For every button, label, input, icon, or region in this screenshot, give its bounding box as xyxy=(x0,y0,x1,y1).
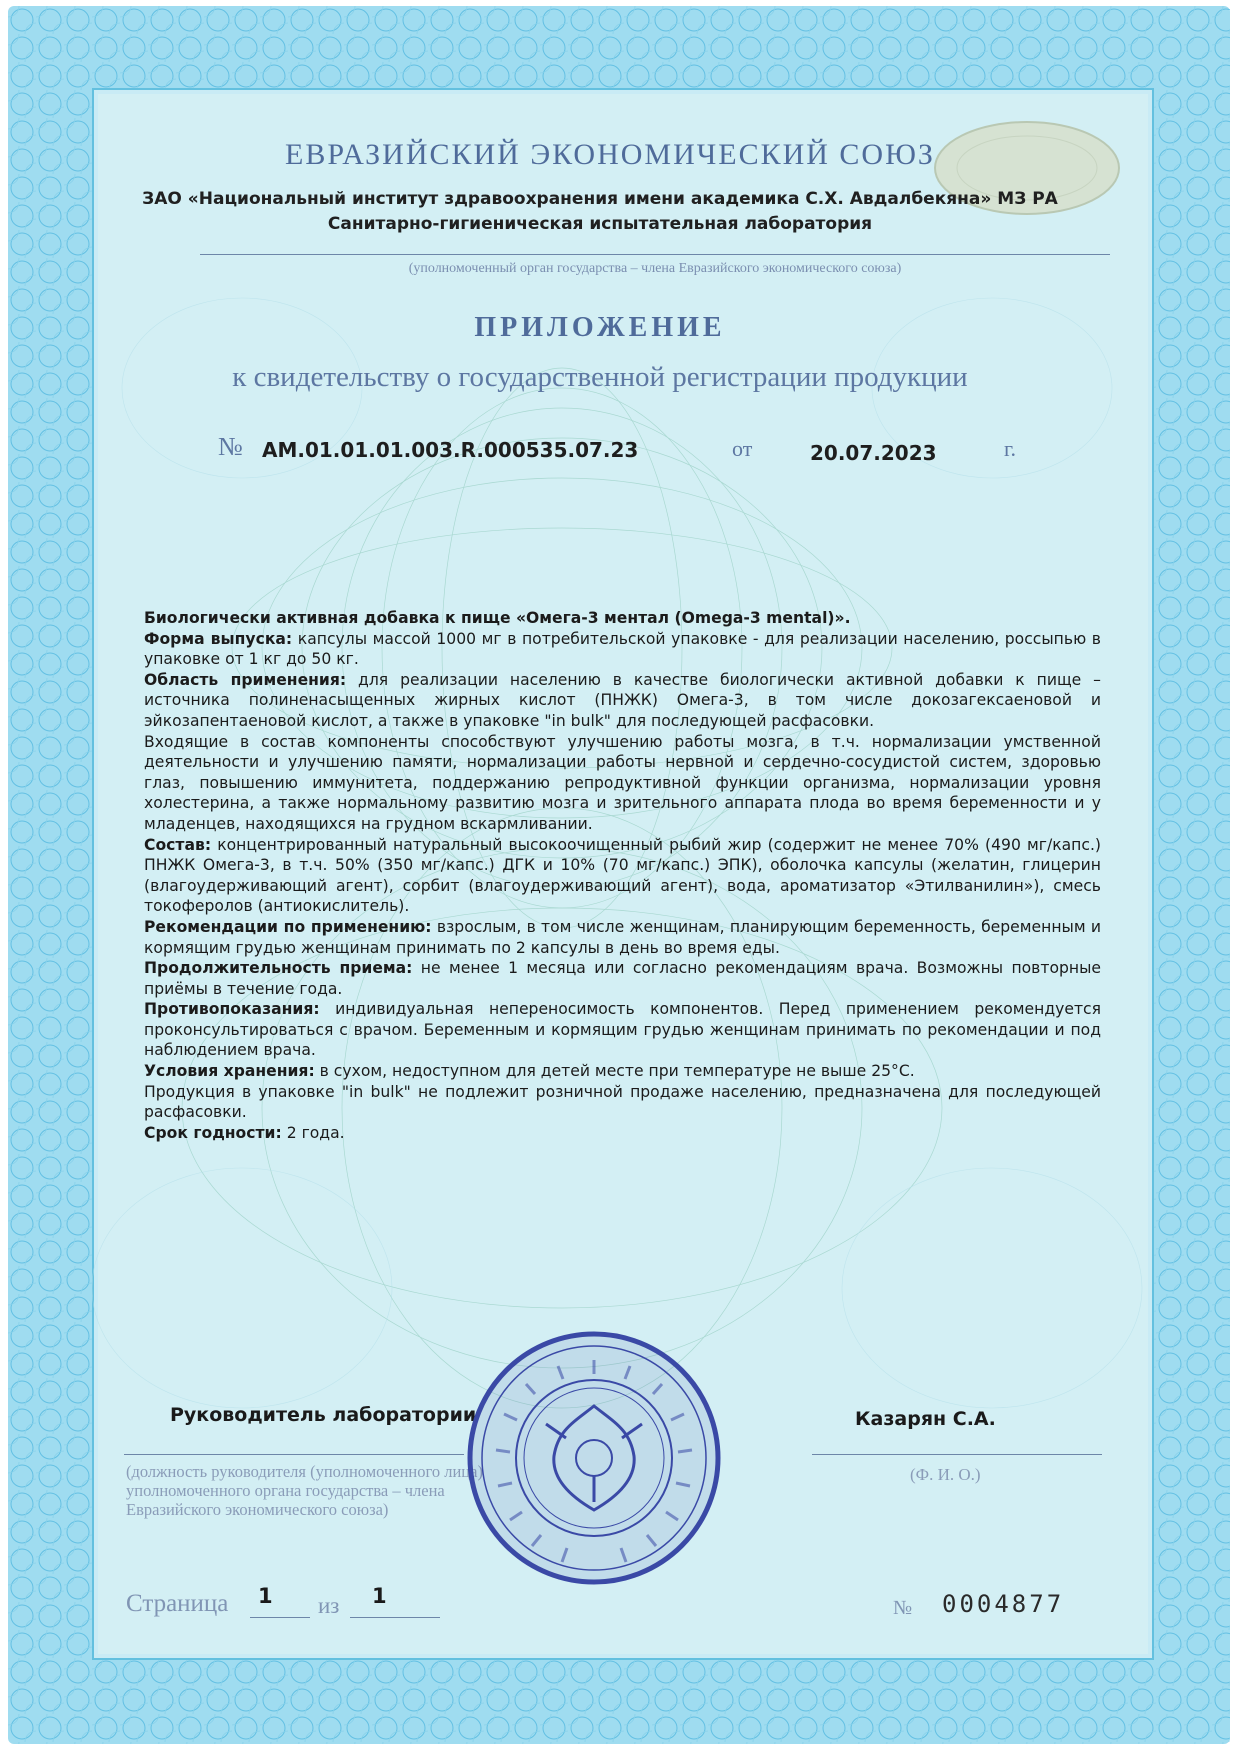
scope-text: для реализации населению в качестве биологически активной добавки к пище – источника полиненасыщенных жирных кислот (ПНЖК) Омега-3, в том числе докозагексаеновой и эйкозапентаеновой кислот, а также в упаковке "in bulk" для последующей расфасовки. xyxy=(144,670,1101,730)
duration-label: Продолжительность приема: xyxy=(144,959,413,978)
year-suffix: г. xyxy=(1004,436,1017,461)
shelf-life-label: Срок годности: xyxy=(144,1123,282,1142)
page-number: 1 xyxy=(258,1584,273,1608)
page-label: Страница xyxy=(126,1590,229,1617)
effects-paragraph xyxy=(144,732,1101,835)
laboratory-name: Санитарно-гигиеническая испытательная лаборатория xyxy=(327,214,873,234)
name-line xyxy=(812,1454,1102,1455)
shelf-life-paragraph xyxy=(144,1123,1101,1144)
registration-number: AM.01.01.01.003.R.000535.07.23 xyxy=(262,438,639,462)
storage-text: в сухом, недоступном для детей месте при температуре не выше 25°C. xyxy=(319,1062,915,1081)
page-number-line xyxy=(250,1617,310,1618)
authorized-organ-note: (уполномоченный орган государства – члена Евразийского экономического союза) xyxy=(408,261,902,276)
composition-text: концентрированный натуральный высокоочищенный рыбий жир (содержит не менее 70% (490 мг/капс.) ПНЖК Омега-3, в т.ч. 50% (350 мг/капс.) ДГК и 10% (70 мг/капс.) ЭПК), оболочка капсулы (желатин, глицерин (влагоудерживающий агент), сорбит (влагоудерживающий агент), вода, ароматизатор «Этилванилин»), смесь токоферолов (антиокислитель). xyxy=(144,835,1101,916)
registration-date: 20.07.2023 xyxy=(810,441,937,465)
bulk-text: Продукция в упаковке "in bulk" не подлежит розничной продаже населению, предназначена для последующей расфасовки. xyxy=(144,1082,1101,1122)
page-total-line xyxy=(350,1617,440,1618)
header-divider xyxy=(200,254,1110,255)
recommendations-label: Рекомендации по применению: xyxy=(144,917,432,936)
page-of-label: из xyxy=(318,1593,340,1618)
product-name: Биологически активная добавка к пище «Омега-3 ментал (Omega-3 mental)». xyxy=(144,609,851,627)
storage-paragraph xyxy=(144,1061,1101,1082)
serial-number-sign: № xyxy=(893,1597,913,1619)
position-line xyxy=(124,1454,464,1455)
shelf-life-text: 2 года. xyxy=(286,1123,345,1142)
bulk-paragraph xyxy=(144,1082,1101,1123)
form-paragraph xyxy=(144,629,1101,670)
page-total: 1 xyxy=(372,1584,387,1608)
contraindications-label: Противопоказания: xyxy=(144,1000,320,1019)
recommendations-paragraph xyxy=(144,917,1101,958)
official-seal-stamp xyxy=(462,1326,726,1590)
position-caption: (должность руководителя (уполномоченного лица) уполномоченного органа государства – члена Евразийского экономического союза) xyxy=(126,1462,483,1519)
form-label: Форма выпуска: xyxy=(144,629,293,648)
name-caption: (Ф. И. О.) xyxy=(910,1465,981,1484)
number-sign: № xyxy=(218,432,243,461)
annex-subtitle: к свидетельству о государственной регистрации продукции xyxy=(232,361,968,393)
product-description xyxy=(144,608,1101,1143)
date-prefix: от xyxy=(732,436,753,461)
form-text: капсулы массой 1000 мг в потребительской упаковке - для реализации населению, россыпью в упаковке от 1 кг до 50 кг. xyxy=(144,629,1101,669)
composition-paragraph xyxy=(144,835,1101,917)
duration-text: не менее 1 месяца или согласно рекомендациям врача. Возможны повторные приёмы в течение года. xyxy=(144,959,1101,998)
recommendations-text: взрослым, в том числе женщинам, планирующим беременность, беременным и кормящим грудью женщинам принимать по 2 капсулы в день во время еды. xyxy=(144,917,1101,957)
effects-text: Входящие в состав компоненты способствуют улучшению работы мозга, в т.ч. нормализации умственной деятельности и улучшению памяти, нормализации работы нервной и сердечно-сосудистой систем, здоровью глаз, повышению иммунитета, поддержанию репродуктивной функции организма, нормализации уровня холестерина, а также нормальному развитию мозга и зрительного аппарата плода во время беременности и у младенцев, находящихся на грудном вскармливании. xyxy=(144,732,1101,833)
contraindications-text: индивидуальная непереносимость компонентов. Перед применением рекомендуется проконсультироваться с врачом. Беременным и кормящим грудью женщинам принимать по рекомендации и под наблюдением врача. xyxy=(144,1000,1101,1060)
union-title: ЕВРАЗИЙСКИЙ ЭКОНОМИЧЕСКИЙ СОЮЗ xyxy=(285,138,935,171)
annex-title: ПРИЛОЖЕНИЕ xyxy=(474,312,726,343)
scope-label: Область применения: xyxy=(144,670,347,689)
storage-label: Условия хранения: xyxy=(144,1062,315,1081)
signatory-name: Казарян С.А. xyxy=(855,1408,996,1430)
composition-label: Состав: xyxy=(144,835,212,854)
contraindications-paragraph xyxy=(144,999,1101,1061)
product-name-paragraph xyxy=(144,608,1101,629)
institution-name: ЗАО «Национальный институт здравоохранения имени академика С.Х. Авдалбекяна» МЗ РА xyxy=(142,189,1058,209)
duration-paragraph xyxy=(144,958,1101,999)
blank-serial-number: 0004877 xyxy=(942,1590,1065,1618)
scope-paragraph xyxy=(144,670,1101,732)
signatory-position: Руководитель лаборатории xyxy=(170,1404,477,1426)
